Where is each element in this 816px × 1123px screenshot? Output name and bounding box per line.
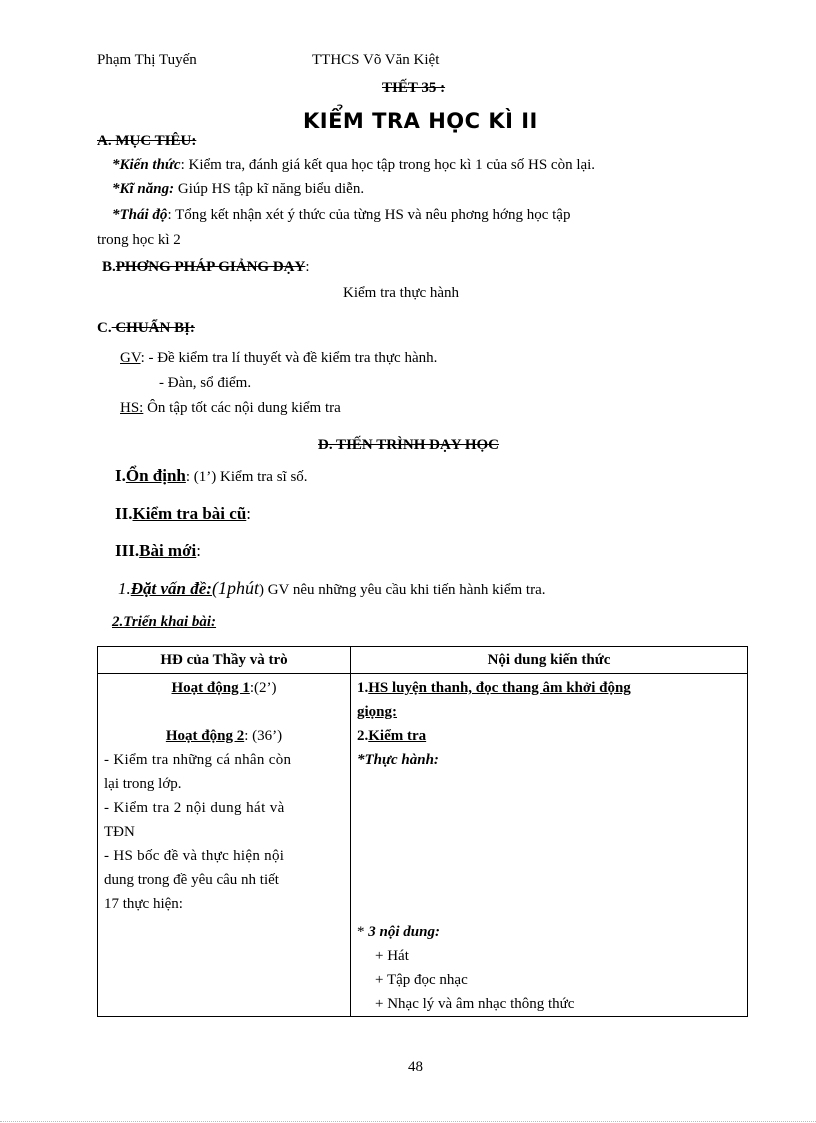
section-b-title: PHƠNG PHÁP GIẢNG DẠY (115, 259, 306, 275)
activity-line: dung trong đề yêu câu nh tiết (104, 872, 279, 888)
item-1 (115, 466, 308, 486)
sub-1-label: Đặt vấn đề: (130, 579, 212, 598)
item-2-text: : (246, 504, 252, 523)
section-b-suffix: : (305, 259, 310, 275)
activity-line: TĐN (104, 824, 135, 840)
activity-2-label: Hoạt động 2 (165, 728, 245, 744)
item-2 (115, 504, 251, 524)
attitude-label: *Thái độ (112, 207, 168, 223)
spacer (357, 892, 741, 916)
lesson-number: TIẾT 35 : (382, 80, 446, 96)
hs-line (120, 400, 341, 417)
sub-1-text: ) GV nêu những yêu cầu khi tiến hành kiểm tra. (258, 582, 546, 598)
item-3-label: Bài mới (139, 541, 197, 560)
item-3-text: : (196, 541, 201, 560)
spacer (357, 868, 741, 892)
section-c-prefix: C. (97, 320, 112, 336)
col-header-content: Nội dung kiến thức (351, 647, 748, 674)
item-2-label: Kiểm tra bài cũ (132, 504, 247, 523)
activity-1 (104, 676, 344, 700)
section-b-text: Kiểm tra thực hành (343, 285, 460, 301)
activity-line: lại trong lớp. (104, 776, 182, 792)
content-line (357, 724, 741, 748)
content-line: + Nhạc lý và âm nhạc thông thức (375, 996, 575, 1012)
col-header-activities: HĐ của Thầy và trò (98, 647, 351, 674)
content-1-prefix: 1. (357, 680, 369, 696)
activity-line: - HS bốc đề và thực hiện nội (104, 848, 285, 864)
page-title: KIỂM TRA HỌC KÌ II (303, 109, 538, 133)
content-line: *Thực hành: (357, 752, 439, 768)
item-3 (115, 541, 201, 561)
attitude-text: : Tổng kết nhận xét ý thức của từng HS và nêu phơng hớng học tập (167, 207, 571, 223)
skill-text: Giúp HS tập kĩ năng biểu diễn. (174, 181, 365, 197)
item-1-text: : (1’) Kiểm tra sĩ số. (185, 469, 308, 485)
lesson-table (97, 646, 748, 1017)
sub-1-time: (1phút (211, 578, 259, 598)
spacer (357, 772, 741, 796)
activity-1-label: Hoạt động 1 (171, 680, 250, 696)
hs-label: HS: (120, 400, 144, 416)
knowledge-label: *Kiến thức (112, 157, 181, 173)
content-4-text: 3 nội dung: (368, 924, 440, 940)
item-1-prefix: I. (115, 466, 126, 485)
item-2-prefix: II. (115, 504, 133, 523)
content-line (357, 676, 741, 700)
page-bottom-divider (0, 1121, 816, 1122)
section-b-heading (102, 259, 310, 276)
section-c-title: CHUẨN BỊ: (111, 320, 195, 336)
content-2-prefix: 2. (357, 728, 369, 744)
section-d-heading: D. TIẾN TRÌNH DẠY HỌC (318, 437, 500, 453)
activity-line: - Kiểm tra những cá nhân còn (104, 752, 292, 768)
spacer (357, 796, 741, 820)
sub-item-2: 2.Triển khai bài: (112, 614, 217, 630)
table-row (98, 674, 748, 1017)
content-line: + Tập đọc nhạc (375, 972, 468, 988)
hs-text: Ôn tập tốt các nội dung kiểm tra (143, 400, 341, 416)
gv-line (120, 350, 437, 367)
item-1-label: Ổn định (125, 466, 186, 485)
spacer (357, 844, 741, 868)
author-name: Phạm Thị Tuyến (97, 52, 197, 68)
item-3-prefix: III. (115, 541, 140, 560)
content-line: + Hát (375, 948, 409, 964)
content-1-text: HS luyện thanh, đọc thang âm khởi động (368, 680, 631, 696)
section-b-prefix: B. (102, 259, 116, 275)
activity-1-time: :(2’) (249, 680, 277, 696)
sub-item-1 (118, 578, 546, 599)
attitude-line (112, 207, 570, 224)
content-line (357, 920, 741, 944)
activities-cell (98, 674, 351, 1017)
skill-label: *Kĩ năng: (112, 181, 175, 197)
gv-label: GV (120, 350, 141, 366)
content-line: giọng: (357, 704, 398, 720)
page-number: 48 (408, 1059, 423, 1075)
section-a-heading: A. MỤC TIÊU: (97, 133, 197, 149)
knowledge-line (112, 157, 595, 174)
gv-line-2: - Đàn, sổ điểm. (159, 375, 252, 391)
table-header-row (98, 647, 748, 674)
spacer (357, 820, 741, 844)
content-cell (351, 674, 748, 1017)
activity-2 (104, 724, 344, 748)
school-name: TTHCS Võ Văn Kiệt (312, 52, 440, 68)
attitude-line-2: trong học kì 2 (97, 232, 181, 248)
section-c-heading (97, 320, 195, 337)
skill-line (112, 181, 364, 198)
sub-1-prefix: 1. (118, 579, 131, 598)
gv-text: : - Đề kiểm tra lí thuyết và đề kiểm tra thực hành. (140, 350, 438, 366)
content-2-text: Kiểm tra (368, 728, 427, 744)
activity-line: 17 thực hiện: (104, 896, 183, 912)
content-4-prefix: * (357, 924, 369, 940)
activity-2-time: : (36’) (244, 728, 283, 744)
spacer (104, 700, 344, 724)
knowledge-text: : Kiểm tra, đánh giá kết qua học tập trong học kì 1 của số HS còn lại. (180, 157, 596, 173)
activity-line: - Kiểm tra 2 nội dung hát và (104, 800, 285, 816)
